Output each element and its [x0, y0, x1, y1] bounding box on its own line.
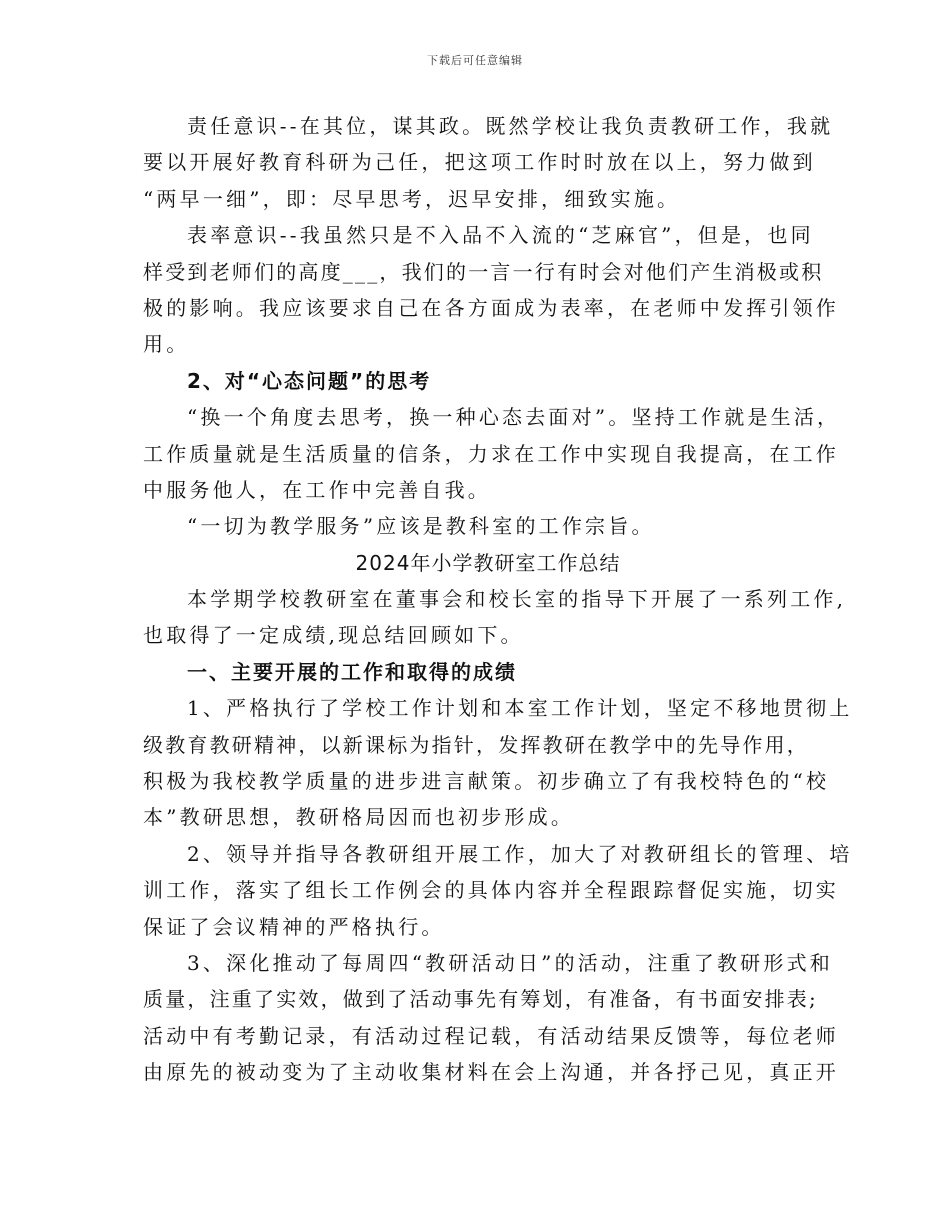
paragraph-line: 表率意识--我虽然只是不入品不入流的“芝麻官”，但是，也同 [187, 223, 814, 248]
paragraph-line: 中服务他人，在工作中完善自我。 [143, 477, 491, 502]
paragraph-line: 用。 [143, 332, 190, 357]
paragraph-line: 训工作，落实了组长工作例会的具体内容并全程跟踪督促实施，切实 [143, 878, 839, 903]
paragraph-line: 2、领导并指导各教研组开展工作，加大了对教研组长的管理、培 [187, 841, 853, 866]
paragraph-line: 由原先的被动变为了主动收集材料在会上沟通，并各抒己见，真正开 [143, 1060, 839, 1085]
paragraph-line: “换一个角度去思考，换一种心态去面对”。坚持工作就是生活， [187, 405, 841, 430]
paragraph-line: 也取得了一定成绩,现总结回顾如下。 [143, 623, 524, 648]
document-body [143, 108, 853, 1091]
paragraph-line: 质量，注重了实效，做到了活动事先有筹划，有准备，有书面安排表; [143, 987, 818, 1012]
paragraph-line: “一切为教学服务”应该是教科室的工作宗旨。 [187, 514, 655, 539]
paragraph-line: 3、深化推动了每周四“教研活动日”的活动，注重了教研形式和 [187, 950, 833, 975]
paragraph-line: 责任意识--在其位，谋其政。既然学校让我负责教研工作，我就 [187, 114, 834, 138]
paragraph-line: 工作质量就是生活质量的信条，力求在工作中实现自我提高，在工作 [143, 441, 839, 466]
paragraph-line: 保证了会议精神的严格执行。 [143, 914, 445, 939]
paragraph-line: 本学期学校教研室在董事会和校长室的指导下开展了一系列工作, [187, 587, 847, 612]
paragraph-line: 极的影响。我应该要求自己在各方面成为表率，在老师中发挥引领作 [143, 295, 839, 320]
document-title: 2024年小学教研室工作总结 [355, 550, 621, 575]
paragraph-line: 积极为我校教学质量的进步进言献策。初步确立了有我校特色的“校 [143, 769, 830, 794]
paragraph-line: 样受到老师们的高度___，我们的一言一行有时会对他们产生消极或积 [143, 259, 824, 284]
paragraph-line: 1、严格执行了学校工作计划和本室工作计划，坚定不移地贯彻上 [187, 696, 853, 721]
paragraph-line: 本”教研思想，教研格局因而也初步形成。 [143, 805, 575, 830]
paragraph-line: “两早一细”，即：尽早思考，迟早安排，细致实施。 [143, 186, 681, 211]
page-header-note: 下载后可任意编辑 [427, 54, 523, 67]
paragraph-line: 级教育教研精神，以新课标为指针，发挥教研在教学中的先导作用， [143, 732, 809, 757]
section-heading: 一、主要开展的工作和取得的成绩 [187, 659, 517, 684]
paragraph-line: 要以开展好教育科研为己任，把这项工作时时放在以上，努力做到 [143, 150, 816, 175]
paragraph-line: 活动中有考勤记录，有活动过程记载，有活动结果反馈等，每位老师 [143, 1023, 839, 1048]
section-heading: 2、对“心态问题”的思考 [187, 368, 432, 393]
